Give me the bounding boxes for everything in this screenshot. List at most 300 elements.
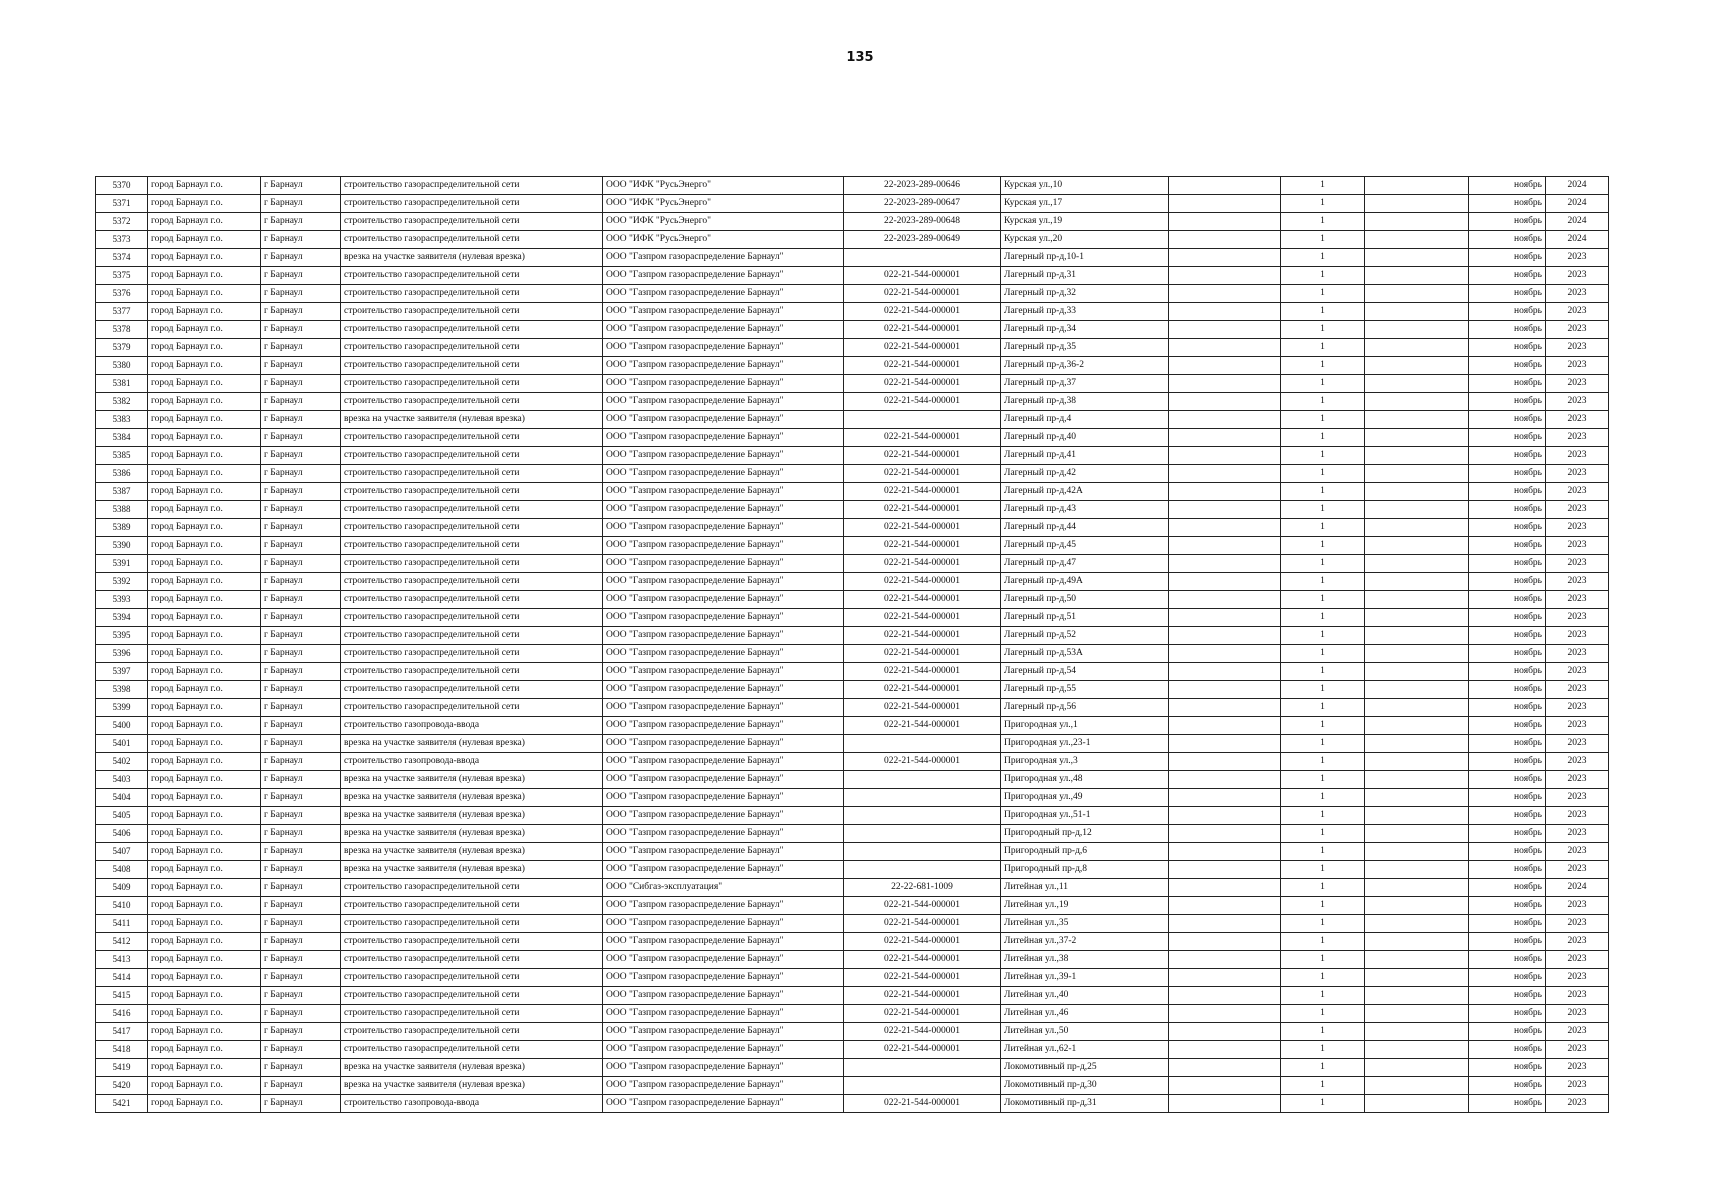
- page-number: 135: [846, 50, 874, 65]
- registry-code-cell: 022-21-544-000001: [844, 267, 1001, 285]
- year-cell: 2023: [1546, 1023, 1609, 1041]
- organization-cell: ООО "Газпром газораспределение Барнаул": [603, 861, 844, 879]
- month-cell: ноябрь: [1469, 411, 1546, 429]
- settlement-cell: г Барнаул: [261, 213, 341, 231]
- address-cell: Лагерный пр-д,33: [1001, 303, 1169, 321]
- empty-cell: [1169, 411, 1281, 429]
- settlement-cell: г Барнаул: [261, 789, 341, 807]
- quantity-cell: 1: [1281, 681, 1365, 699]
- empty-cell: [1365, 897, 1469, 915]
- year-cell: 2023: [1546, 627, 1609, 645]
- municipality-cell: город Барнаул г.о.: [148, 555, 261, 573]
- empty-cell: [1169, 537, 1281, 555]
- registry-code-cell: [844, 861, 1001, 879]
- empty-cell: [1169, 1077, 1281, 1095]
- work-type-cell: строительство газораспределительной сети: [341, 987, 603, 1005]
- registry-code-cell: [844, 825, 1001, 843]
- month-cell: ноябрь: [1469, 465, 1546, 483]
- row-number: 5376: [96, 285, 148, 303]
- month-cell: ноябрь: [1469, 843, 1546, 861]
- row-number: 5414: [96, 969, 148, 987]
- work-type-cell: строительство газораспределительной сети: [341, 303, 603, 321]
- work-type-cell: строительство газопровода-ввода: [341, 1095, 603, 1113]
- settlement-cell: г Барнаул: [261, 591, 341, 609]
- month-cell: ноябрь: [1469, 429, 1546, 447]
- year-cell: 2023: [1546, 483, 1609, 501]
- month-cell: ноябрь: [1469, 231, 1546, 249]
- organization-cell: ООО "Газпром газораспределение Барнаул": [603, 717, 844, 735]
- empty-cell: [1169, 285, 1281, 303]
- empty-cell: [1365, 1059, 1469, 1077]
- municipality-cell: город Барнаул г.о.: [148, 771, 261, 789]
- empty-cell: [1169, 879, 1281, 897]
- organization-cell: ООО "Газпром газораспределение Барнаул": [603, 915, 844, 933]
- empty-cell: [1365, 393, 1469, 411]
- organization-cell: ООО "Газпром газораспределение Барнаул": [603, 735, 844, 753]
- registry-code-cell: 022-21-544-000001: [844, 933, 1001, 951]
- table-row: [96, 1005, 1609, 1023]
- address-cell: Лагерный пр-д,37: [1001, 375, 1169, 393]
- table-row: [96, 177, 1609, 195]
- work-type-cell: строительство газораспределительной сети: [341, 447, 603, 465]
- table-row: [96, 681, 1609, 699]
- row-number: 5371: [96, 195, 148, 213]
- empty-cell: [1365, 357, 1469, 375]
- address-cell: Лагерный пр-д,4: [1001, 411, 1169, 429]
- month-cell: ноябрь: [1469, 1023, 1546, 1041]
- settlement-cell: г Барнаул: [261, 411, 341, 429]
- row-number: 5411: [96, 915, 148, 933]
- organization-cell: ООО "Газпром газораспределение Барнаул": [603, 825, 844, 843]
- table-row: [96, 609, 1609, 627]
- work-type-cell: врезка на участке заявителя (нулевая врезка): [341, 411, 603, 429]
- registry-code-cell: 022-21-544-000001: [844, 483, 1001, 501]
- empty-cell: [1365, 177, 1469, 195]
- year-cell: 2023: [1546, 321, 1609, 339]
- municipality-cell: город Барнаул г.о.: [148, 987, 261, 1005]
- municipality-cell: город Барнаул г.о.: [148, 609, 261, 627]
- year-cell: 2023: [1546, 987, 1609, 1005]
- registry-code-cell: [844, 1077, 1001, 1095]
- municipality-cell: город Барнаул г.о.: [148, 951, 261, 969]
- settlement-cell: г Барнаул: [261, 717, 341, 735]
- organization-cell: ООО "Газпром газораспределение Барнаул": [603, 897, 844, 915]
- address-cell: Лагерный пр-д,52: [1001, 627, 1169, 645]
- address-cell: Литейная ул.,50: [1001, 1023, 1169, 1041]
- empty-cell: [1365, 267, 1469, 285]
- municipality-cell: город Барнаул г.о.: [148, 357, 261, 375]
- address-cell: Локомотивный пр-д,30: [1001, 1077, 1169, 1095]
- empty-cell: [1365, 1041, 1469, 1059]
- registry-code-cell: 022-21-544-000001: [844, 555, 1001, 573]
- settlement-cell: г Барнаул: [261, 825, 341, 843]
- settlement-cell: г Барнаул: [261, 807, 341, 825]
- municipality-cell: город Барнаул г.о.: [148, 537, 261, 555]
- table-row: [96, 573, 1609, 591]
- table-row: [96, 519, 1609, 537]
- empty-cell: [1365, 699, 1469, 717]
- row-number: 5373: [96, 231, 148, 249]
- quantity-cell: 1: [1281, 933, 1365, 951]
- table-row: [96, 771, 1609, 789]
- address-cell: Пригородная ул.,23-1: [1001, 735, 1169, 753]
- organization-cell: ООО "Газпром газораспределение Барнаул": [603, 771, 844, 789]
- municipality-cell: город Барнаул г.о.: [148, 285, 261, 303]
- row-number: 5396: [96, 645, 148, 663]
- year-cell: 2023: [1546, 465, 1609, 483]
- registry-code-cell: 022-21-544-000001: [844, 645, 1001, 663]
- empty-cell: [1365, 501, 1469, 519]
- settlement-cell: г Барнаул: [261, 231, 341, 249]
- row-number: 5398: [96, 681, 148, 699]
- row-number: 5420: [96, 1077, 148, 1095]
- work-type-cell: строительство газораспределительной сети: [341, 321, 603, 339]
- empty-cell: [1365, 1095, 1469, 1113]
- registry-code-cell: 022-21-544-000001: [844, 375, 1001, 393]
- work-type-cell: врезка на участке заявителя (нулевая врезка): [341, 825, 603, 843]
- month-cell: ноябрь: [1469, 825, 1546, 843]
- settlement-cell: г Барнаул: [261, 1095, 341, 1113]
- table-row: [96, 213, 1609, 231]
- empty-cell: [1365, 609, 1469, 627]
- settlement-cell: г Барнаул: [261, 501, 341, 519]
- address-cell: Локомотивный пр-д,25: [1001, 1059, 1169, 1077]
- empty-cell: [1365, 933, 1469, 951]
- registry-code-cell: [844, 735, 1001, 753]
- registry-code-cell: 022-21-544-000001: [844, 339, 1001, 357]
- empty-cell: [1169, 447, 1281, 465]
- month-cell: ноябрь: [1469, 537, 1546, 555]
- registry-code-cell: 022-21-544-000001: [844, 663, 1001, 681]
- year-cell: 2023: [1546, 429, 1609, 447]
- work-type-cell: строительство газораспределительной сети: [341, 933, 603, 951]
- empty-cell: [1365, 735, 1469, 753]
- empty-cell: [1169, 807, 1281, 825]
- quantity-cell: 1: [1281, 771, 1365, 789]
- registry-code-cell: 022-21-544-000001: [844, 573, 1001, 591]
- month-cell: ноябрь: [1469, 1077, 1546, 1095]
- table-row: [96, 915, 1609, 933]
- registry-code-cell: 022-21-544-000001: [844, 627, 1001, 645]
- settlement-cell: г Барнаул: [261, 861, 341, 879]
- month-cell: ноябрь: [1469, 1005, 1546, 1023]
- quantity-cell: 1: [1281, 447, 1365, 465]
- row-number: 5385: [96, 447, 148, 465]
- registry-code-cell: 022-21-544-000001: [844, 1095, 1001, 1113]
- row-number: 5399: [96, 699, 148, 717]
- address-cell: Пригородный пр-д,12: [1001, 825, 1169, 843]
- work-type-cell: врезка на участке заявителя (нулевая врезка): [341, 771, 603, 789]
- settlement-cell: г Барнаул: [261, 735, 341, 753]
- municipality-cell: город Барнаул г.о.: [148, 1077, 261, 1095]
- year-cell: 2023: [1546, 357, 1609, 375]
- municipality-cell: город Барнаул г.о.: [148, 321, 261, 339]
- registry-code-cell: 022-21-544-000001: [844, 429, 1001, 447]
- municipality-cell: город Барнаул г.о.: [148, 501, 261, 519]
- address-cell: Лагерный пр-д,51: [1001, 609, 1169, 627]
- organization-cell: ООО "Газпром газораспределение Барнаул": [603, 645, 844, 663]
- organization-cell: ООО "Газпром газораспределение Барнаул": [603, 501, 844, 519]
- month-cell: ноябрь: [1469, 735, 1546, 753]
- organization-cell: ООО "Газпром газораспределение Барнаул": [603, 591, 844, 609]
- table-row: [96, 375, 1609, 393]
- municipality-cell: город Барнаул г.о.: [148, 1041, 261, 1059]
- year-cell: 2023: [1546, 825, 1609, 843]
- year-cell: 2023: [1546, 609, 1609, 627]
- table-row: [96, 789, 1609, 807]
- empty-cell: [1169, 663, 1281, 681]
- year-cell: 2023: [1546, 789, 1609, 807]
- year-cell: 2023: [1546, 285, 1609, 303]
- empty-cell: [1169, 465, 1281, 483]
- empty-cell: [1169, 195, 1281, 213]
- empty-cell: [1365, 537, 1469, 555]
- quantity-cell: 1: [1281, 735, 1365, 753]
- row-number: 5387: [96, 483, 148, 501]
- empty-cell: [1169, 843, 1281, 861]
- empty-cell: [1169, 1005, 1281, 1023]
- work-type-cell: строительство газораспределительной сети: [341, 897, 603, 915]
- year-cell: 2023: [1546, 843, 1609, 861]
- work-type-cell: строительство газораспределительной сети: [341, 519, 603, 537]
- empty-cell: [1169, 555, 1281, 573]
- row-number: 5375: [96, 267, 148, 285]
- year-cell: 2023: [1546, 573, 1609, 591]
- organization-cell: ООО "Газпром газораспределение Барнаул": [603, 1041, 844, 1059]
- year-cell: 2023: [1546, 861, 1609, 879]
- municipality-cell: город Барнаул г.о.: [148, 645, 261, 663]
- month-cell: ноябрь: [1469, 771, 1546, 789]
- registry-code-cell: 22-2023-289-00647: [844, 195, 1001, 213]
- municipality-cell: город Барнаул г.о.: [148, 1005, 261, 1023]
- work-type-cell: строительство газораспределительной сети: [341, 951, 603, 969]
- organization-cell: ООО "Газпром газораспределение Барнаул": [603, 303, 844, 321]
- empty-cell: [1169, 897, 1281, 915]
- address-cell: Локомотивный пр-д,31: [1001, 1095, 1169, 1113]
- row-number: 5378: [96, 321, 148, 339]
- month-cell: ноябрь: [1469, 897, 1546, 915]
- empty-cell: [1365, 771, 1469, 789]
- quantity-cell: 1: [1281, 699, 1365, 717]
- table-row: [96, 987, 1609, 1005]
- month-cell: ноябрь: [1469, 807, 1546, 825]
- year-cell: 2023: [1546, 537, 1609, 555]
- registry-code-cell: 022-21-544-000001: [844, 393, 1001, 411]
- table-row: [96, 627, 1609, 645]
- municipality-cell: город Барнаул г.о.: [148, 267, 261, 285]
- row-number: 5397: [96, 663, 148, 681]
- municipality-cell: город Барнаул г.о.: [148, 717, 261, 735]
- empty-cell: [1365, 663, 1469, 681]
- quantity-cell: 1: [1281, 231, 1365, 249]
- settlement-cell: г Барнаул: [261, 987, 341, 1005]
- address-cell: Лагерный пр-д,49А: [1001, 573, 1169, 591]
- table-row: [96, 231, 1609, 249]
- organization-cell: ООО "Газпром газораспределение Барнаул": [603, 447, 844, 465]
- quantity-cell: 1: [1281, 969, 1365, 987]
- year-cell: 2023: [1546, 249, 1609, 267]
- table-row: [96, 465, 1609, 483]
- month-cell: ноябрь: [1469, 267, 1546, 285]
- month-cell: ноябрь: [1469, 555, 1546, 573]
- quantity-cell: 1: [1281, 861, 1365, 879]
- organization-cell: ООО "Газпром газораспределение Барнаул": [603, 555, 844, 573]
- work-type-cell: строительство газораспределительной сети: [341, 879, 603, 897]
- work-type-cell: строительство газораспределительной сети: [341, 591, 603, 609]
- empty-cell: [1169, 753, 1281, 771]
- table-row: [96, 483, 1609, 501]
- settlement-cell: г Барнаул: [261, 177, 341, 195]
- organization-cell: ООО "Газпром газораспределение Барнаул": [603, 393, 844, 411]
- empty-cell: [1365, 825, 1469, 843]
- month-cell: ноябрь: [1469, 681, 1546, 699]
- municipality-cell: город Барнаул г.о.: [148, 735, 261, 753]
- organization-cell: ООО "Газпром газораспределение Барнаул": [603, 1059, 844, 1077]
- municipality-cell: город Барнаул г.о.: [148, 753, 261, 771]
- empty-cell: [1169, 933, 1281, 951]
- address-cell: Литейная ул.,46: [1001, 1005, 1169, 1023]
- address-cell: Лагерный пр-д,38: [1001, 393, 1169, 411]
- row-number: 5386: [96, 465, 148, 483]
- table-row: [96, 1077, 1609, 1095]
- table-row: [96, 1041, 1609, 1059]
- registry-code-cell: 022-21-544-000001: [844, 951, 1001, 969]
- registry-code-cell: 22-2023-289-00649: [844, 231, 1001, 249]
- year-cell: 2023: [1546, 915, 1609, 933]
- row-number: 5416: [96, 1005, 148, 1023]
- year-cell: 2023: [1546, 735, 1609, 753]
- empty-cell: [1169, 717, 1281, 735]
- work-type-cell: врезка на участке заявителя (нулевая врезка): [341, 861, 603, 879]
- municipality-cell: город Барнаул г.о.: [148, 897, 261, 915]
- address-cell: Курская ул.,17: [1001, 195, 1169, 213]
- empty-cell: [1169, 321, 1281, 339]
- table-row: [96, 861, 1609, 879]
- organization-cell: ООО "Газпром газораспределение Барнаул": [603, 789, 844, 807]
- quantity-cell: 1: [1281, 213, 1365, 231]
- empty-cell: [1365, 231, 1469, 249]
- settlement-cell: г Барнаул: [261, 897, 341, 915]
- settlement-cell: г Барнаул: [261, 249, 341, 267]
- quantity-cell: 1: [1281, 519, 1365, 537]
- month-cell: ноябрь: [1469, 969, 1546, 987]
- work-type-cell: строительство газораспределительной сети: [341, 1041, 603, 1059]
- row-number: 5409: [96, 879, 148, 897]
- year-cell: 2023: [1546, 267, 1609, 285]
- registry-table: [95, 176, 1609, 1113]
- address-cell: Курская ул.,10: [1001, 177, 1169, 195]
- quantity-cell: 1: [1281, 555, 1365, 573]
- organization-cell: ООО "Газпром газораспределение Барнаул": [603, 1005, 844, 1023]
- quantity-cell: 1: [1281, 267, 1365, 285]
- settlement-cell: г Барнаул: [261, 645, 341, 663]
- table-row: [96, 429, 1609, 447]
- work-type-cell: строительство газораспределительной сети: [341, 501, 603, 519]
- work-type-cell: строительство газораспределительной сети: [341, 213, 603, 231]
- municipality-cell: город Барнаул г.о.: [148, 807, 261, 825]
- month-cell: ноябрь: [1469, 501, 1546, 519]
- organization-cell: ООО "Газпром газораспределение Барнаул": [603, 969, 844, 987]
- year-cell: 2023: [1546, 519, 1609, 537]
- quantity-cell: 1: [1281, 627, 1365, 645]
- row-number: 5374: [96, 249, 148, 267]
- organization-cell: ООО "Газпром газораспределение Барнаул": [603, 285, 844, 303]
- table-row: [96, 969, 1609, 987]
- municipality-cell: город Барнаул г.о.: [148, 483, 261, 501]
- address-cell: Лагерный пр-д,44: [1001, 519, 1169, 537]
- empty-cell: [1365, 195, 1469, 213]
- quantity-cell: 1: [1281, 483, 1365, 501]
- table-row: [96, 825, 1609, 843]
- year-cell: 2023: [1546, 303, 1609, 321]
- year-cell: 2023: [1546, 717, 1609, 735]
- address-cell: Лагерный пр-д,54: [1001, 663, 1169, 681]
- settlement-cell: г Барнаул: [261, 519, 341, 537]
- work-type-cell: строительство газораспределительной сети: [341, 699, 603, 717]
- year-cell: 2023: [1546, 663, 1609, 681]
- row-number: 5402: [96, 753, 148, 771]
- settlement-cell: г Барнаул: [261, 609, 341, 627]
- settlement-cell: г Барнаул: [261, 483, 341, 501]
- quantity-cell: 1: [1281, 285, 1365, 303]
- empty-cell: [1169, 591, 1281, 609]
- empty-cell: [1169, 969, 1281, 987]
- organization-cell: ООО "Газпром газораспределение Барнаул": [603, 951, 844, 969]
- address-cell: Лагерный пр-д,42: [1001, 465, 1169, 483]
- registry-code-cell: 022-21-544-000001: [844, 681, 1001, 699]
- address-cell: Пригородный пр-д,6: [1001, 843, 1169, 861]
- settlement-cell: г Барнаул: [261, 267, 341, 285]
- municipality-cell: город Барнаул г.о.: [148, 825, 261, 843]
- settlement-cell: г Барнаул: [261, 1077, 341, 1095]
- year-cell: 2023: [1546, 645, 1609, 663]
- empty-cell: [1169, 249, 1281, 267]
- settlement-cell: г Барнаул: [261, 1023, 341, 1041]
- empty-cell: [1169, 1041, 1281, 1059]
- empty-cell: [1169, 645, 1281, 663]
- settlement-cell: г Барнаул: [261, 843, 341, 861]
- row-number: 5421: [96, 1095, 148, 1113]
- address-cell: Лагерный пр-д,42А: [1001, 483, 1169, 501]
- row-number: 5401: [96, 735, 148, 753]
- quantity-cell: 1: [1281, 573, 1365, 591]
- settlement-cell: г Барнаул: [261, 555, 341, 573]
- empty-cell: [1365, 717, 1469, 735]
- registry-code-cell: 022-21-544-000001: [844, 357, 1001, 375]
- work-type-cell: строительство газораспределительной сети: [341, 357, 603, 375]
- table-row: [96, 267, 1609, 285]
- work-type-cell: строительство газораспределительной сети: [341, 195, 603, 213]
- quantity-cell: 1: [1281, 591, 1365, 609]
- empty-cell: [1365, 843, 1469, 861]
- empty-cell: [1365, 987, 1469, 1005]
- registry-code-cell: [844, 789, 1001, 807]
- empty-cell: [1365, 573, 1469, 591]
- settlement-cell: г Барнаул: [261, 627, 341, 645]
- settlement-cell: г Барнаул: [261, 1041, 341, 1059]
- table-row: [96, 537, 1609, 555]
- year-cell: 2023: [1546, 501, 1609, 519]
- settlement-cell: г Барнаул: [261, 915, 341, 933]
- address-cell: Лагерный пр-д,40: [1001, 429, 1169, 447]
- quantity-cell: 1: [1281, 537, 1365, 555]
- row-number: 5370: [96, 177, 148, 195]
- address-cell: Литейная ул.,40: [1001, 987, 1169, 1005]
- municipality-cell: город Барнаул г.о.: [148, 879, 261, 897]
- address-cell: Пригородная ул.,49: [1001, 789, 1169, 807]
- address-cell: Лагерный пр-д,34: [1001, 321, 1169, 339]
- empty-cell: [1169, 699, 1281, 717]
